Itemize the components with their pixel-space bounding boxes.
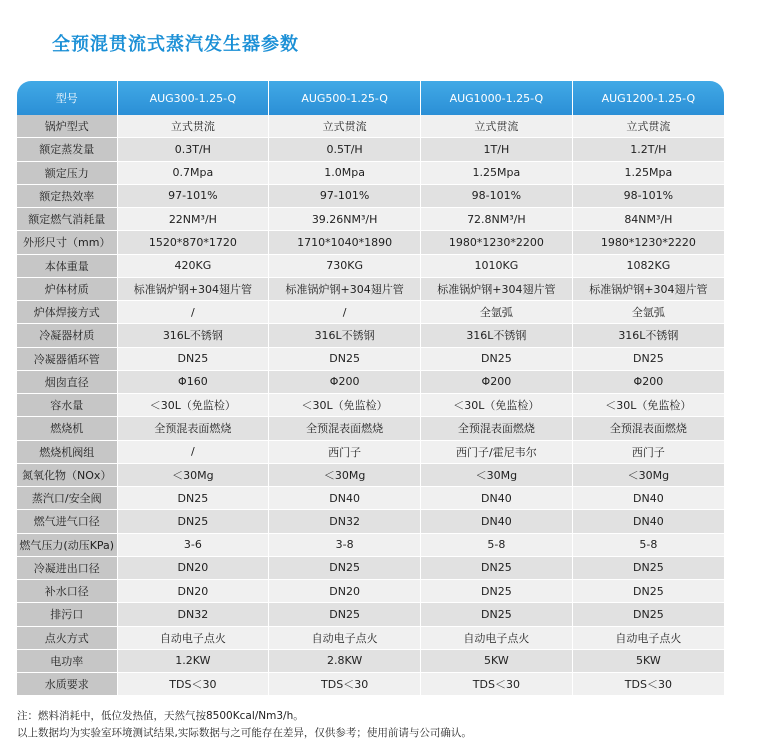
- row-label: 冷凝器循环管: [17, 347, 117, 370]
- table-row: [17, 161, 724, 184]
- table-row: [17, 184, 724, 207]
- row-label: 燃气压力(动压KPa): [17, 533, 117, 556]
- footnotes: [17, 708, 472, 742]
- row-label: 额定燃气消耗量: [17, 208, 117, 231]
- row-label: 蒸汽口/安全阀: [17, 487, 117, 510]
- table-row: [17, 580, 724, 603]
- table-cell: Φ200: [269, 370, 421, 393]
- table-row: [17, 463, 724, 486]
- table-cell: 1010KG: [421, 254, 573, 277]
- header-cell-model: AUG1200-1.25-Q: [572, 81, 724, 115]
- table-cell: 72.8NM³/H: [421, 208, 573, 231]
- table-cell: 5KW: [421, 649, 573, 672]
- row-label: 燃烧机阀组: [17, 440, 117, 463]
- row-label: 额定压力: [17, 161, 117, 184]
- table-cell: /: [117, 440, 269, 463]
- row-label: 炉体焊接方式: [17, 301, 117, 324]
- table-row: [17, 556, 724, 579]
- table-row: [17, 626, 724, 649]
- table-cell: 39.26NM³/H: [269, 208, 421, 231]
- header-row: [17, 81, 724, 115]
- table-cell: 316L不锈钢: [572, 324, 724, 347]
- table-cell: 5-8: [421, 533, 573, 556]
- table-cell: 420KG: [117, 254, 269, 277]
- table-cell: TDS＜30: [572, 673, 724, 696]
- row-label: 额定热效率: [17, 184, 117, 207]
- footnote-disclaimer: 以上数据均为实验室环境测试结果,实际数据与之可能存在差异，仅供参考；使用前请与公司确认。: [17, 727, 472, 739]
- table-cell: DN25: [421, 603, 573, 626]
- table-cell: DN25: [269, 556, 421, 579]
- table-cell: ＜30L（免监检）: [269, 394, 421, 417]
- table-cell: 立式贯流: [117, 115, 269, 138]
- table-cell: 22NM³/H: [117, 208, 269, 231]
- row-label: 冷凝器材质: [17, 324, 117, 347]
- table-cell: Φ160: [117, 370, 269, 393]
- table-cell: 3-6: [117, 533, 269, 556]
- table-cell: DN25: [572, 580, 724, 603]
- table-row: [17, 301, 724, 324]
- table-cell: 标准锅炉钢+304翅片管: [117, 277, 269, 300]
- table-cell: 全预混表面燃烧: [269, 417, 421, 440]
- table-cell: ＜30Mg: [421, 463, 573, 486]
- table-cell: ＜30L（免监检）: [117, 394, 269, 417]
- table-cell: DN25: [572, 603, 724, 626]
- table-cell: 自动电子点火: [269, 626, 421, 649]
- table-cell: 0.7Mpa: [117, 161, 269, 184]
- table-row: [17, 417, 724, 440]
- row-label: 锅炉型式: [17, 115, 117, 138]
- table-cell: 标准锅炉钢+304翅片管: [421, 277, 573, 300]
- table-cell: 西门子: [572, 440, 724, 463]
- table-cell: 316L不锈钢: [117, 324, 269, 347]
- table-row: [17, 277, 724, 300]
- table-cell: 3-8: [269, 533, 421, 556]
- table-row: [17, 673, 724, 696]
- table-row: [17, 254, 724, 277]
- table-row: [17, 138, 724, 161]
- table-cell: 316L不锈钢: [269, 324, 421, 347]
- table-cell: 1.0Mpa: [269, 161, 421, 184]
- row-label: 炉体材质: [17, 277, 117, 300]
- row-label: 电功率: [17, 649, 117, 672]
- table-cell: 全预混表面燃烧: [572, 417, 724, 440]
- row-label: 本体重量: [17, 254, 117, 277]
- table-cell: /: [117, 301, 269, 324]
- table-row: [17, 533, 724, 556]
- page-title: 全预混贯流式蒸汽发生器参数: [52, 34, 299, 55]
- table-cell: 2.8KW: [269, 649, 421, 672]
- table-row: [17, 487, 724, 510]
- table-cell: 自动电子点火: [421, 626, 573, 649]
- table-cell: 全预混表面燃烧: [421, 417, 573, 440]
- table-cell: DN25: [421, 580, 573, 603]
- table-cell: 730KG: [269, 254, 421, 277]
- table-cell: 1T/H: [421, 138, 573, 161]
- row-label: 补水口径: [17, 580, 117, 603]
- row-label: 排污口: [17, 603, 117, 626]
- table-cell: 西门子/霍尼韦尔: [421, 440, 573, 463]
- table-cell: DN25: [117, 347, 269, 370]
- table-cell: DN25: [572, 347, 724, 370]
- header-cell-model: AUG1000-1.25-Q: [421, 81, 573, 115]
- table-cell: 97-101%: [269, 184, 421, 207]
- table-cell: 1520*870*1720: [117, 231, 269, 254]
- table-cell: 全氩弧: [572, 301, 724, 324]
- table-cell: DN25: [269, 347, 421, 370]
- row-label: 烟囱直径: [17, 370, 117, 393]
- table-cell: TDS＜30: [117, 673, 269, 696]
- table-cell: 自动电子点火: [572, 626, 724, 649]
- header-cell-model: AUG300-1.25-Q: [117, 81, 269, 115]
- table-row: [17, 649, 724, 672]
- header-cell-label: 型号: [17, 81, 117, 115]
- table-row: [17, 324, 724, 347]
- table-cell: 西门子: [269, 440, 421, 463]
- table-cell: DN25: [117, 487, 269, 510]
- table-cell: 97-101%: [117, 184, 269, 207]
- row-label: 额定蒸发量: [17, 138, 117, 161]
- table-cell: 自动电子点火: [117, 626, 269, 649]
- table-cell: 立式贯流: [269, 115, 421, 138]
- table-row: [17, 394, 724, 417]
- row-label: 外形尺寸（mm）: [17, 231, 117, 254]
- table-cell: 1710*1040*1890: [269, 231, 421, 254]
- table-cell: DN25: [117, 510, 269, 533]
- table-cell: 84NM³/H: [572, 208, 724, 231]
- row-label: 氮氧化物（NOx）: [17, 463, 117, 486]
- table-cell: DN20: [269, 580, 421, 603]
- table-cell: 标准锅炉钢+304翅片管: [572, 277, 724, 300]
- row-label: 冷凝进出口径: [17, 556, 117, 579]
- table-cell: ＜30Mg: [117, 463, 269, 486]
- table-cell: 1082KG: [572, 254, 724, 277]
- table-cell: DN40: [269, 487, 421, 510]
- spec-table-header: [17, 81, 724, 115]
- table-cell: DN40: [421, 510, 573, 533]
- table-cell: DN25: [421, 347, 573, 370]
- table-cell: DN40: [572, 487, 724, 510]
- table-cell: 1.25Mpa: [421, 161, 573, 184]
- spec-table: [17, 81, 724, 696]
- table-cell: DN40: [421, 487, 573, 510]
- header-cell-model: AUG500-1.25-Q: [269, 81, 421, 115]
- footnote-fuel: 注：燃料消耗中，低位发热值，天然气按8500Kcal/Nm3/h。: [17, 710, 304, 722]
- table-row: [17, 208, 724, 231]
- spec-table-body: [17, 115, 724, 696]
- table-cell: ＜30L（免监检）: [572, 394, 724, 417]
- table-cell: DN25: [421, 556, 573, 579]
- table-cell: 5KW: [572, 649, 724, 672]
- row-label: 燃烧机: [17, 417, 117, 440]
- table-cell: 98-101%: [421, 184, 573, 207]
- table-cell: 立式贯流: [572, 115, 724, 138]
- table-cell: 1980*1230*2220: [572, 231, 724, 254]
- table-cell: 1.2T/H: [572, 138, 724, 161]
- table-cell: 0.5T/H: [269, 138, 421, 161]
- table-cell: DN32: [117, 603, 269, 626]
- table-row: [17, 347, 724, 370]
- table-cell: 标准锅炉钢+304翅片管: [269, 277, 421, 300]
- table-cell: DN20: [117, 580, 269, 603]
- table-cell: 全氩弧: [421, 301, 573, 324]
- table-cell: 全预混表面燃烧: [117, 417, 269, 440]
- table-cell: TDS＜30: [421, 673, 573, 696]
- table-cell: 立式贯流: [421, 115, 573, 138]
- table-row: [17, 231, 724, 254]
- table-cell: 5-8: [572, 533, 724, 556]
- table-cell: 0.3T/H: [117, 138, 269, 161]
- table-cell: 1.25Mpa: [572, 161, 724, 184]
- table-cell: ＜30Mg: [269, 463, 421, 486]
- row-label: 点火方式: [17, 626, 117, 649]
- table-cell: 316L不锈钢: [421, 324, 573, 347]
- table-cell: 1.2KW: [117, 649, 269, 672]
- table-row: [17, 440, 724, 463]
- row-label: 水质要求: [17, 673, 117, 696]
- table-cell: DN25: [269, 603, 421, 626]
- table-cell: Φ200: [421, 370, 573, 393]
- table-cell: 98-101%: [572, 184, 724, 207]
- table-cell: DN20: [117, 556, 269, 579]
- table-cell: TDS＜30: [269, 673, 421, 696]
- table-row: [17, 603, 724, 626]
- table-cell: DN32: [269, 510, 421, 533]
- table-row: [17, 115, 724, 138]
- table-cell: ＜30L（免监检）: [421, 394, 573, 417]
- row-label: 燃气进气口径: [17, 510, 117, 533]
- table-cell: Φ200: [572, 370, 724, 393]
- table-row: [17, 510, 724, 533]
- table-cell: /: [269, 301, 421, 324]
- table-cell: DN40: [572, 510, 724, 533]
- table-row: [17, 370, 724, 393]
- table-cell: DN25: [572, 556, 724, 579]
- table-cell: 1980*1230*2200: [421, 231, 573, 254]
- table-cell: ＜30Mg: [572, 463, 724, 486]
- row-label: 容水量: [17, 394, 117, 417]
